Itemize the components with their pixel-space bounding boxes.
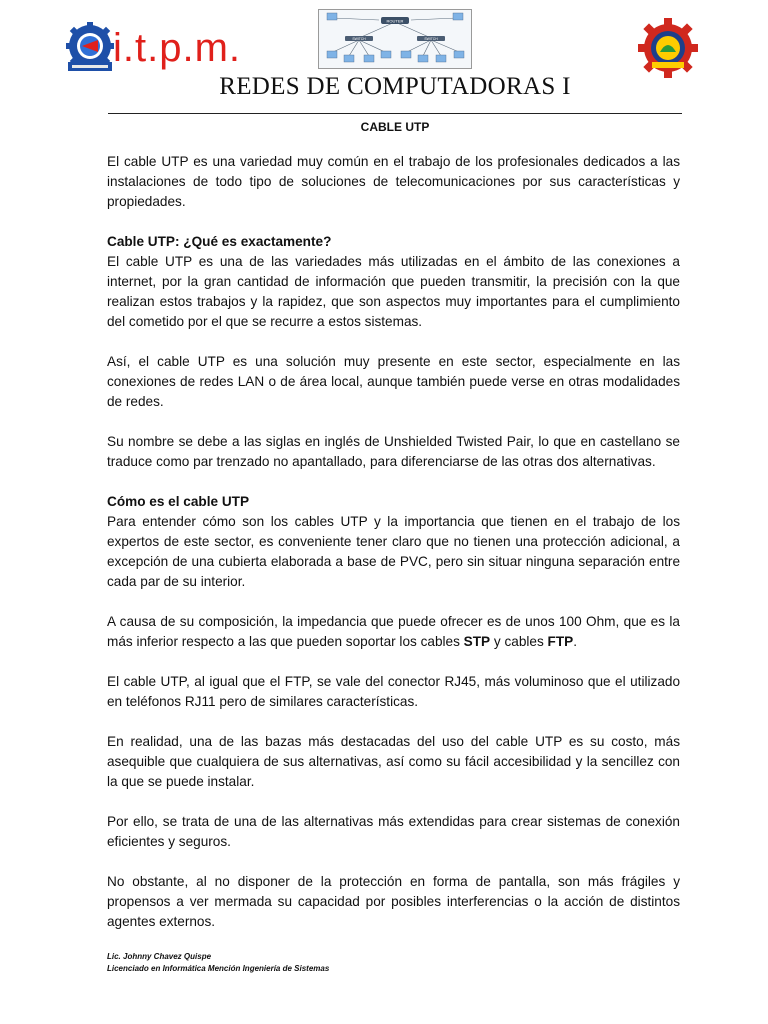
section-heading: Cable UTP: ¿Qué es exactamente? (107, 234, 332, 249)
paragraph-text: y cables (490, 634, 548, 649)
paragraph: El cable UTP, al igual que el FTP, se vale del conector RJ45, más voluminoso que el utilizado en teléfonos RJ11 pero de similares características. (107, 674, 680, 709)
author-credential: Licenciado en Informática Mención Ingeniería de Sistemas (107, 964, 330, 973)
paragraph: Por ello, se trata de una de las alternativas más extendidas para crear sistemas de conexión eficientes y seguros. (107, 814, 680, 849)
paragraph-impedance (107, 612, 680, 652)
page-title: REDES DE COMPUTADORAS I (219, 73, 571, 100)
section-what-is (107, 232, 680, 332)
paragraph: El cable UTP es una de las variedades más utilizadas en el ámbito de las conexiones a internet, por la gran cantidad de información que pueden transmitir, la precisión con la que realizan estos trabajos y la rapidez, que son aspectos muy importantes para el cumplimiento del cometido por el que se recurre a estos sistemas. (107, 254, 680, 329)
paragraph: En realidad, una de las bazas más destacadas del uso del cable UTP es su costo, más asequible que cualquiera de sus alternativas, así como su fácil accesibilidad y la sencillez con la que se puede instalar. (107, 734, 680, 789)
author-name: Lic. Johnny Chavez Quispe (107, 952, 212, 961)
network-diagram-image (318, 9, 472, 69)
ftp-term: FTP (547, 634, 574, 649)
paragraph-intro: El cable UTP es una variedad muy común en el trabajo de los profesionales dedicados a las instalaciones de todo tipo de soluciones de telecomunicaciones por sus características y propiedades. (107, 154, 680, 209)
stp-term: STP (463, 634, 491, 649)
router-label: ROUTER (386, 18, 404, 24)
paragraph: Para entender cómo son los cables UTP y la importancia que tienen en el trabajo de los expertos de este sector, es conveniente tener claro que no tienen una protección adicional, a excepción de una cubierta elaborada a base de PVC, pero sin situar ninguna separación entre cada par de su interior. (107, 514, 680, 589)
switch-label-left: SWITCH (352, 37, 366, 41)
paragraph-text: A causa de su composición, la impedancia que puede ofrecer es de unos 100 Ohm, que es la más inferior respecto a las que pueden soportar los cables (107, 614, 680, 649)
paragraph: Su nombre se debe a las siglas en inglés de Unshielded Twisted Pair, lo que en castellano se traduce como par trenzado no apantallado, para diferenciarse de las otras dos alternativas. (107, 434, 680, 469)
institution-gear-logo-icon (638, 18, 698, 80)
paragraph: Así, el cable UTP es una solución muy presente en este sector, especialmente en las conexiones de redes LAN o de área local, aunque también puede verse en otras modalidades de redes. (107, 354, 680, 409)
brand-name: i.t.p.m. (113, 26, 242, 70)
document-footer (107, 951, 607, 975)
document-body (107, 152, 680, 952)
paragraph-text: . (573, 634, 577, 649)
document-heading: CABLE UTP (360, 120, 430, 134)
title-divider (108, 113, 682, 114)
section-how-it-is (107, 492, 680, 592)
section-heading: Cómo es el cable UTP (107, 494, 250, 509)
itpm-logo-icon (62, 22, 120, 74)
switch-label-right: SWITCH (424, 37, 438, 41)
document-header (0, 0, 768, 134)
paragraph: No obstante, al no disponer de la protección en forma de pantalla, son más frágiles y propensos a ver mermada su capacidad por posibles interferencias o la acción de distintos agentes externos. (107, 874, 680, 929)
